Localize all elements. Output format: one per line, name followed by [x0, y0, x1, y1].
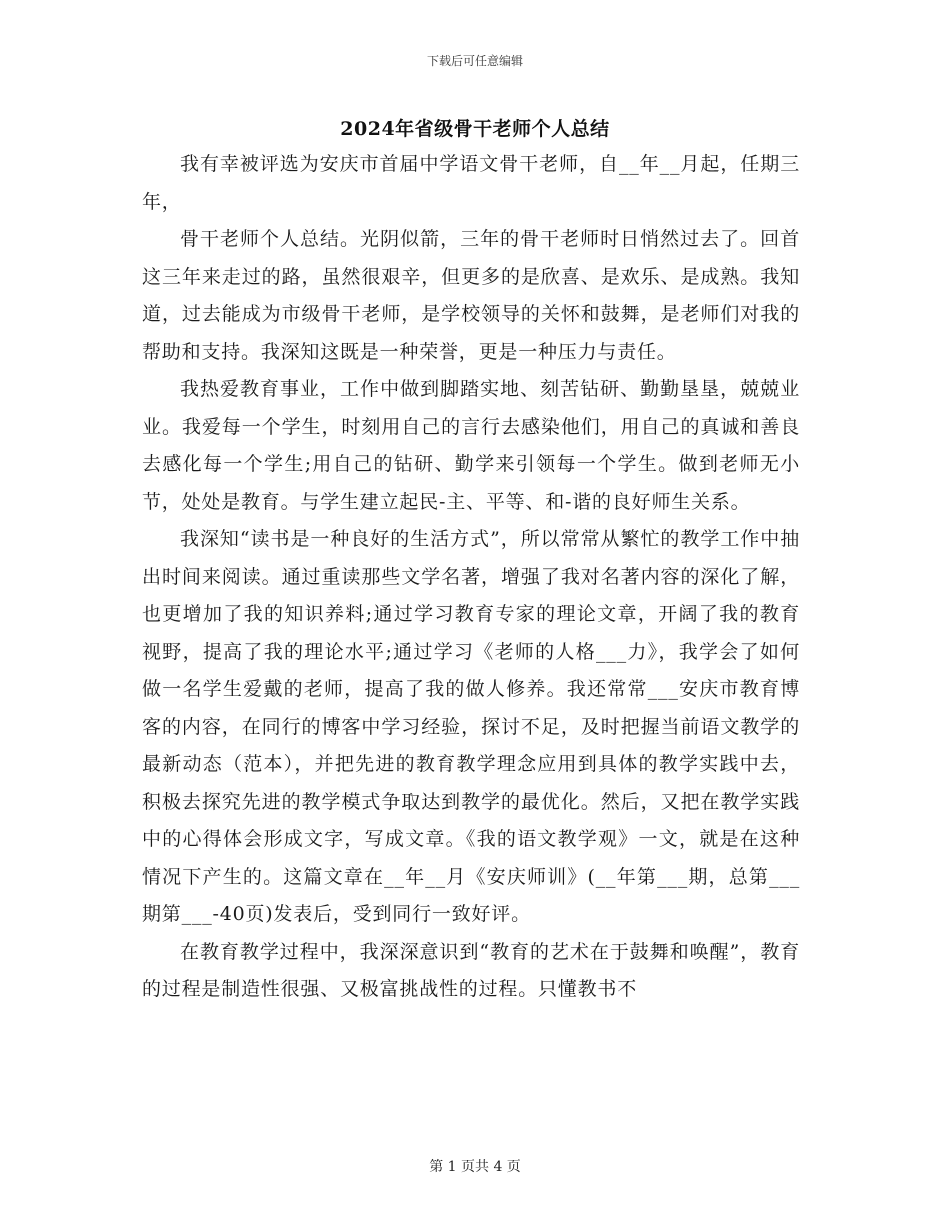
document-title: 2024年省级骨干老师个人总结: [340, 118, 610, 140]
paragraph-1: 我有幸被评选为安庆市首届中学语文骨干老师，自__年__月起，任期三年，: [142, 153, 800, 213]
paragraph-5: 在教育教学过程中，我深深意识到“教育的艺术在于鼓舞和唤醒”，教育的过程是制造性很强、又极富挑战性的过程。只懂教书不: [142, 940, 800, 1000]
document-body: [142, 146, 800, 1009]
paragraph-2: 骨干老师个人总结。光阴似箭，三年的骨干老师时日悄然过去了。回首这三年来走过的路，虽然很艰辛，但更多的是欣喜、是欢乐、是成熟。我知道，过去能成为市级骨干老师，是学校领导的关怀和鼓舞，是老师们对我的帮助和支持。我深知这既是一种荣誉，更是一种压力与责任。: [142, 228, 800, 363]
paragraph-3: 我热爱教育事业，工作中做到脚踏实地、刻苦钻研、勤勤垦垦，兢兢业业。我爱每一个学生，时刻用自己的言行去感染他们，用自己的真诚和善良去感化每一个学生;用自己的钻研、勤学来引领每一个学生。做到老师无小节，处处是教育。与学生建立起民-主、平等、和-谐的良好师生关系。: [142, 378, 800, 513]
paragraph-4: 我深知“读书是一种良好的生活方式”，所以常常从繁忙的教学工作中抽出时间来阅读。通过重读那些文学名著，增强了我对名著内容的深化了解，也更增加了我的知识养料;通过学习教育专家的理论文章，开阔了我的教育视野，提高了我的理论水平;通过学习《老师的人格___力》，我学会了如何做一名学生爱戴的老师，提高了我的做人修养。我还常常___安庆市教育博客的内容，在同行的博客中学习经验，探讨不足，及时把握当前语文教学的最新动态（范本），并把先进的教育教学理念应用到具体的教学实践中去，积极去探究先进的教学模式争取达到教学的最优化。然后，又把在教学实践中的心得体会形成文字，写成文章。《我的语文教学观》一文，就是在这种情况下产生的。这篇文章在__年__月《安庆师训》(__年第___期，总第___期第___-40页)发表后，受到同行一致好评。: [142, 528, 800, 925]
header-note: 下载后可任意编辑: [426, 54, 523, 68]
page-footer: 第 1 页共 4 页: [429, 1159, 521, 1175]
